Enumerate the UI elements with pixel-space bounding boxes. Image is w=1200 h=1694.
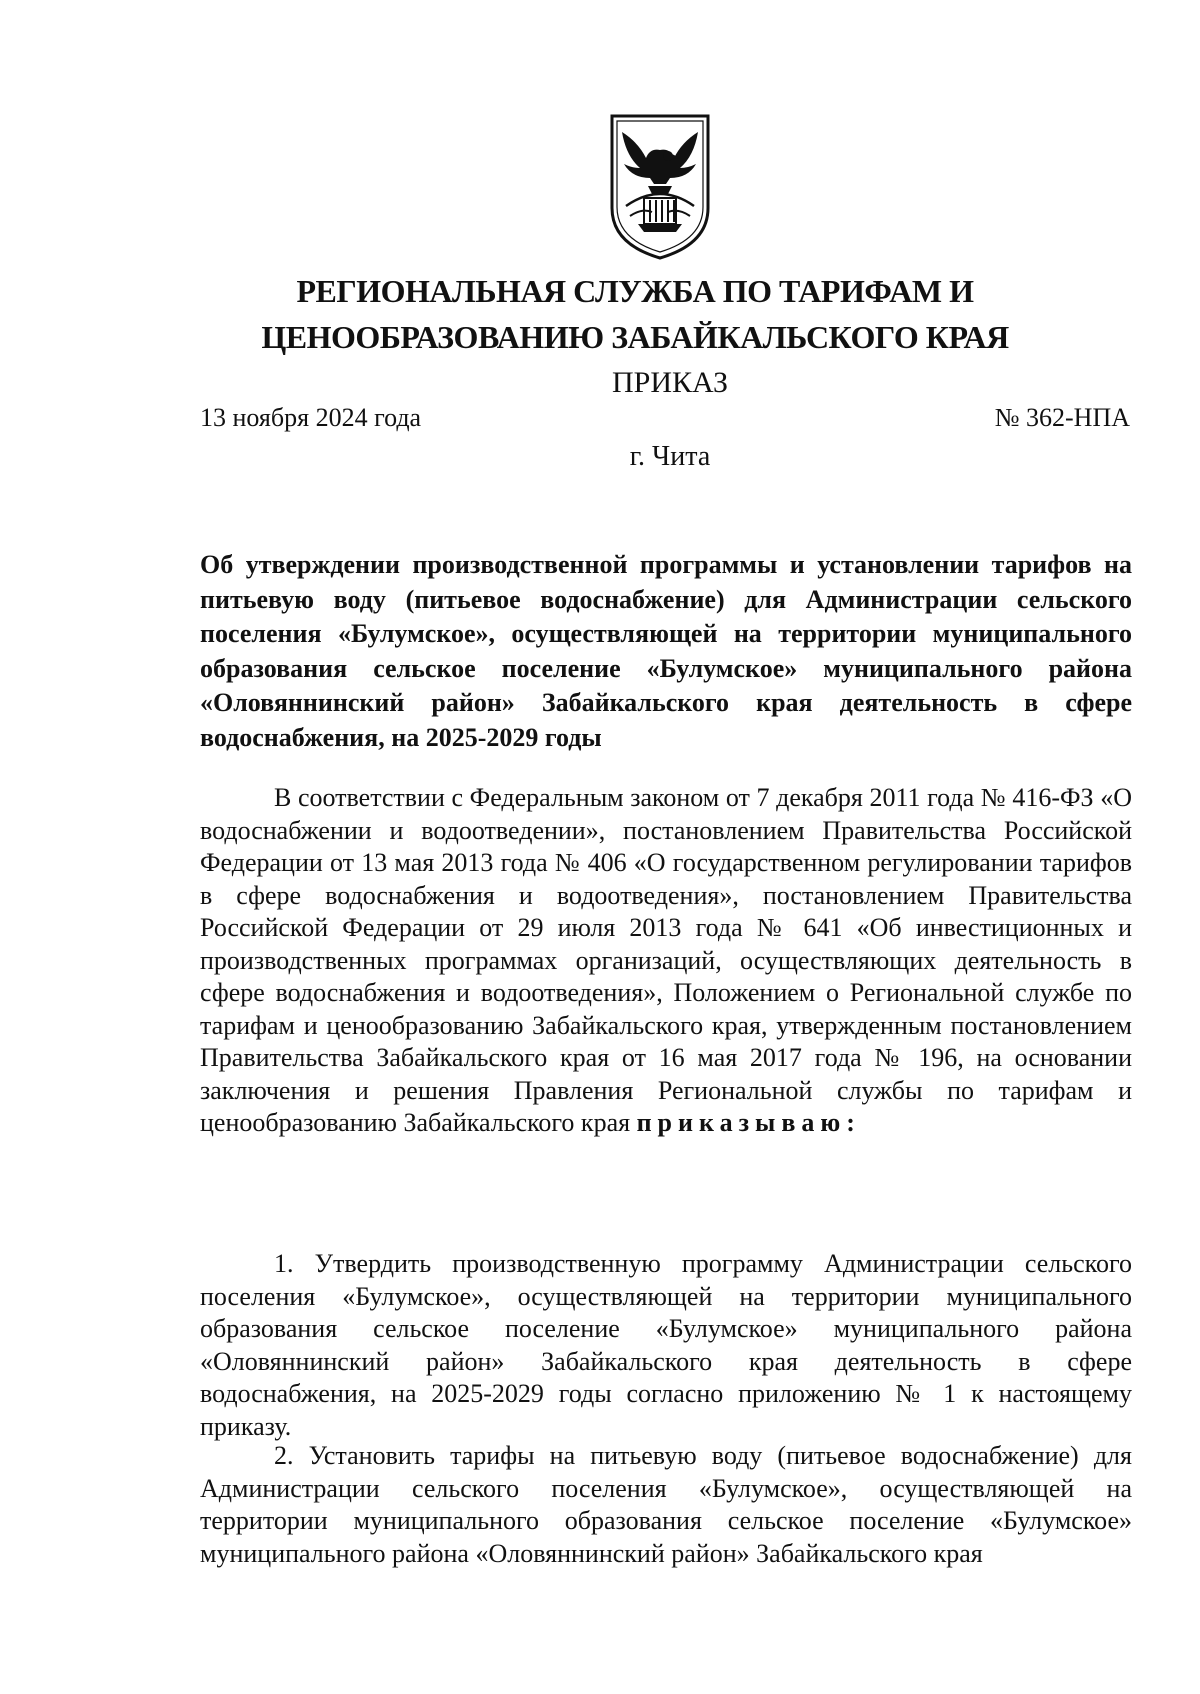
order-item-1-text: 1. Утвердить производственную программу Администрации сельского поселения «Булумское», осуществляющей на территории муниципального образования сельское поселение «Булумское» муниципального района «Оловяннинский район» Забайкальского края деятельность в сфере водоснабжения, на 2025-2029 годы согласно приложению № 1 к настоящему приказу.: [200, 1249, 1132, 1441]
order-word: приказываю:: [636, 1108, 861, 1137]
document-date: 13 ноября 2024 года: [200, 403, 422, 432]
organization-title-line-1: РЕГИОНАЛЬНАЯ СЛУЖБА ПО ТАРИФАМ И: [296, 273, 974, 309]
preamble-text: В соответствии с Федеральным законом от 7 декабря 2011 года № 416-ФЗ «О водоснабжении и водоотведении», постановлением Правительства Российской Федерации от 13 мая 2013 года № 406 «О государственном регулировании тарифов в сфере водоснабжения и водоотведения», постановлением Правительства Российской Федерации от 29 июля 2013 года № 641 «Об инвестиционных и производственных программах организаций, осуществляющих деятельность в сфере водоснабжения и водоотведения», Положением о Региональной службе по тарифам и ценообразованию Забайкальского края, утвержденным постановлением Правительства Забайкальского края от 16 мая 2017 года № 196, на основании заключения и решения Правления Региональной службы по тарифам и ценообразованию Забайкальского края: [200, 783, 1132, 1137]
order-item-1: [200, 1248, 1132, 1443]
order-item-2: [200, 1440, 1132, 1570]
organization-title-line-2: ЦЕНООБРАЗОВАНИЮ ЗАБАЙКАЛЬСКОГО КРАЯ: [261, 319, 1009, 355]
document-subject: Об утверждении производственной программы и установлении тарифов на питьевую воду (питьевое водоснабжение) для Администрации сельского поселения «Булумское», осуществляющей на территории муниципального образования сельское поселение «Булумское» муниципального района «Оловяннинский район» Забайкальского края деятельность в сфере водоснабжения, на 2025-2029 годы: [200, 550, 1132, 752]
document-type: ПРИКАЗ: [612, 366, 728, 399]
order-item-2-text: 2. Установить тарифы на питьевую воду (питьевое водоснабжение) для Администрации сельского поселения «Булумское», осуществляющей на территории муниципального образования сельское поселение «Булумское» муниципального района «Оловяннинский район» Забайкальского края: [200, 1441, 1132, 1568]
coat-of-arms-icon: [608, 112, 712, 262]
organization-title: [220, 268, 1050, 360]
document-city: г. Чита: [629, 441, 711, 472]
document-number: № 362-НПА: [994, 403, 1130, 432]
preamble-paragraph: [200, 782, 1132, 1140]
